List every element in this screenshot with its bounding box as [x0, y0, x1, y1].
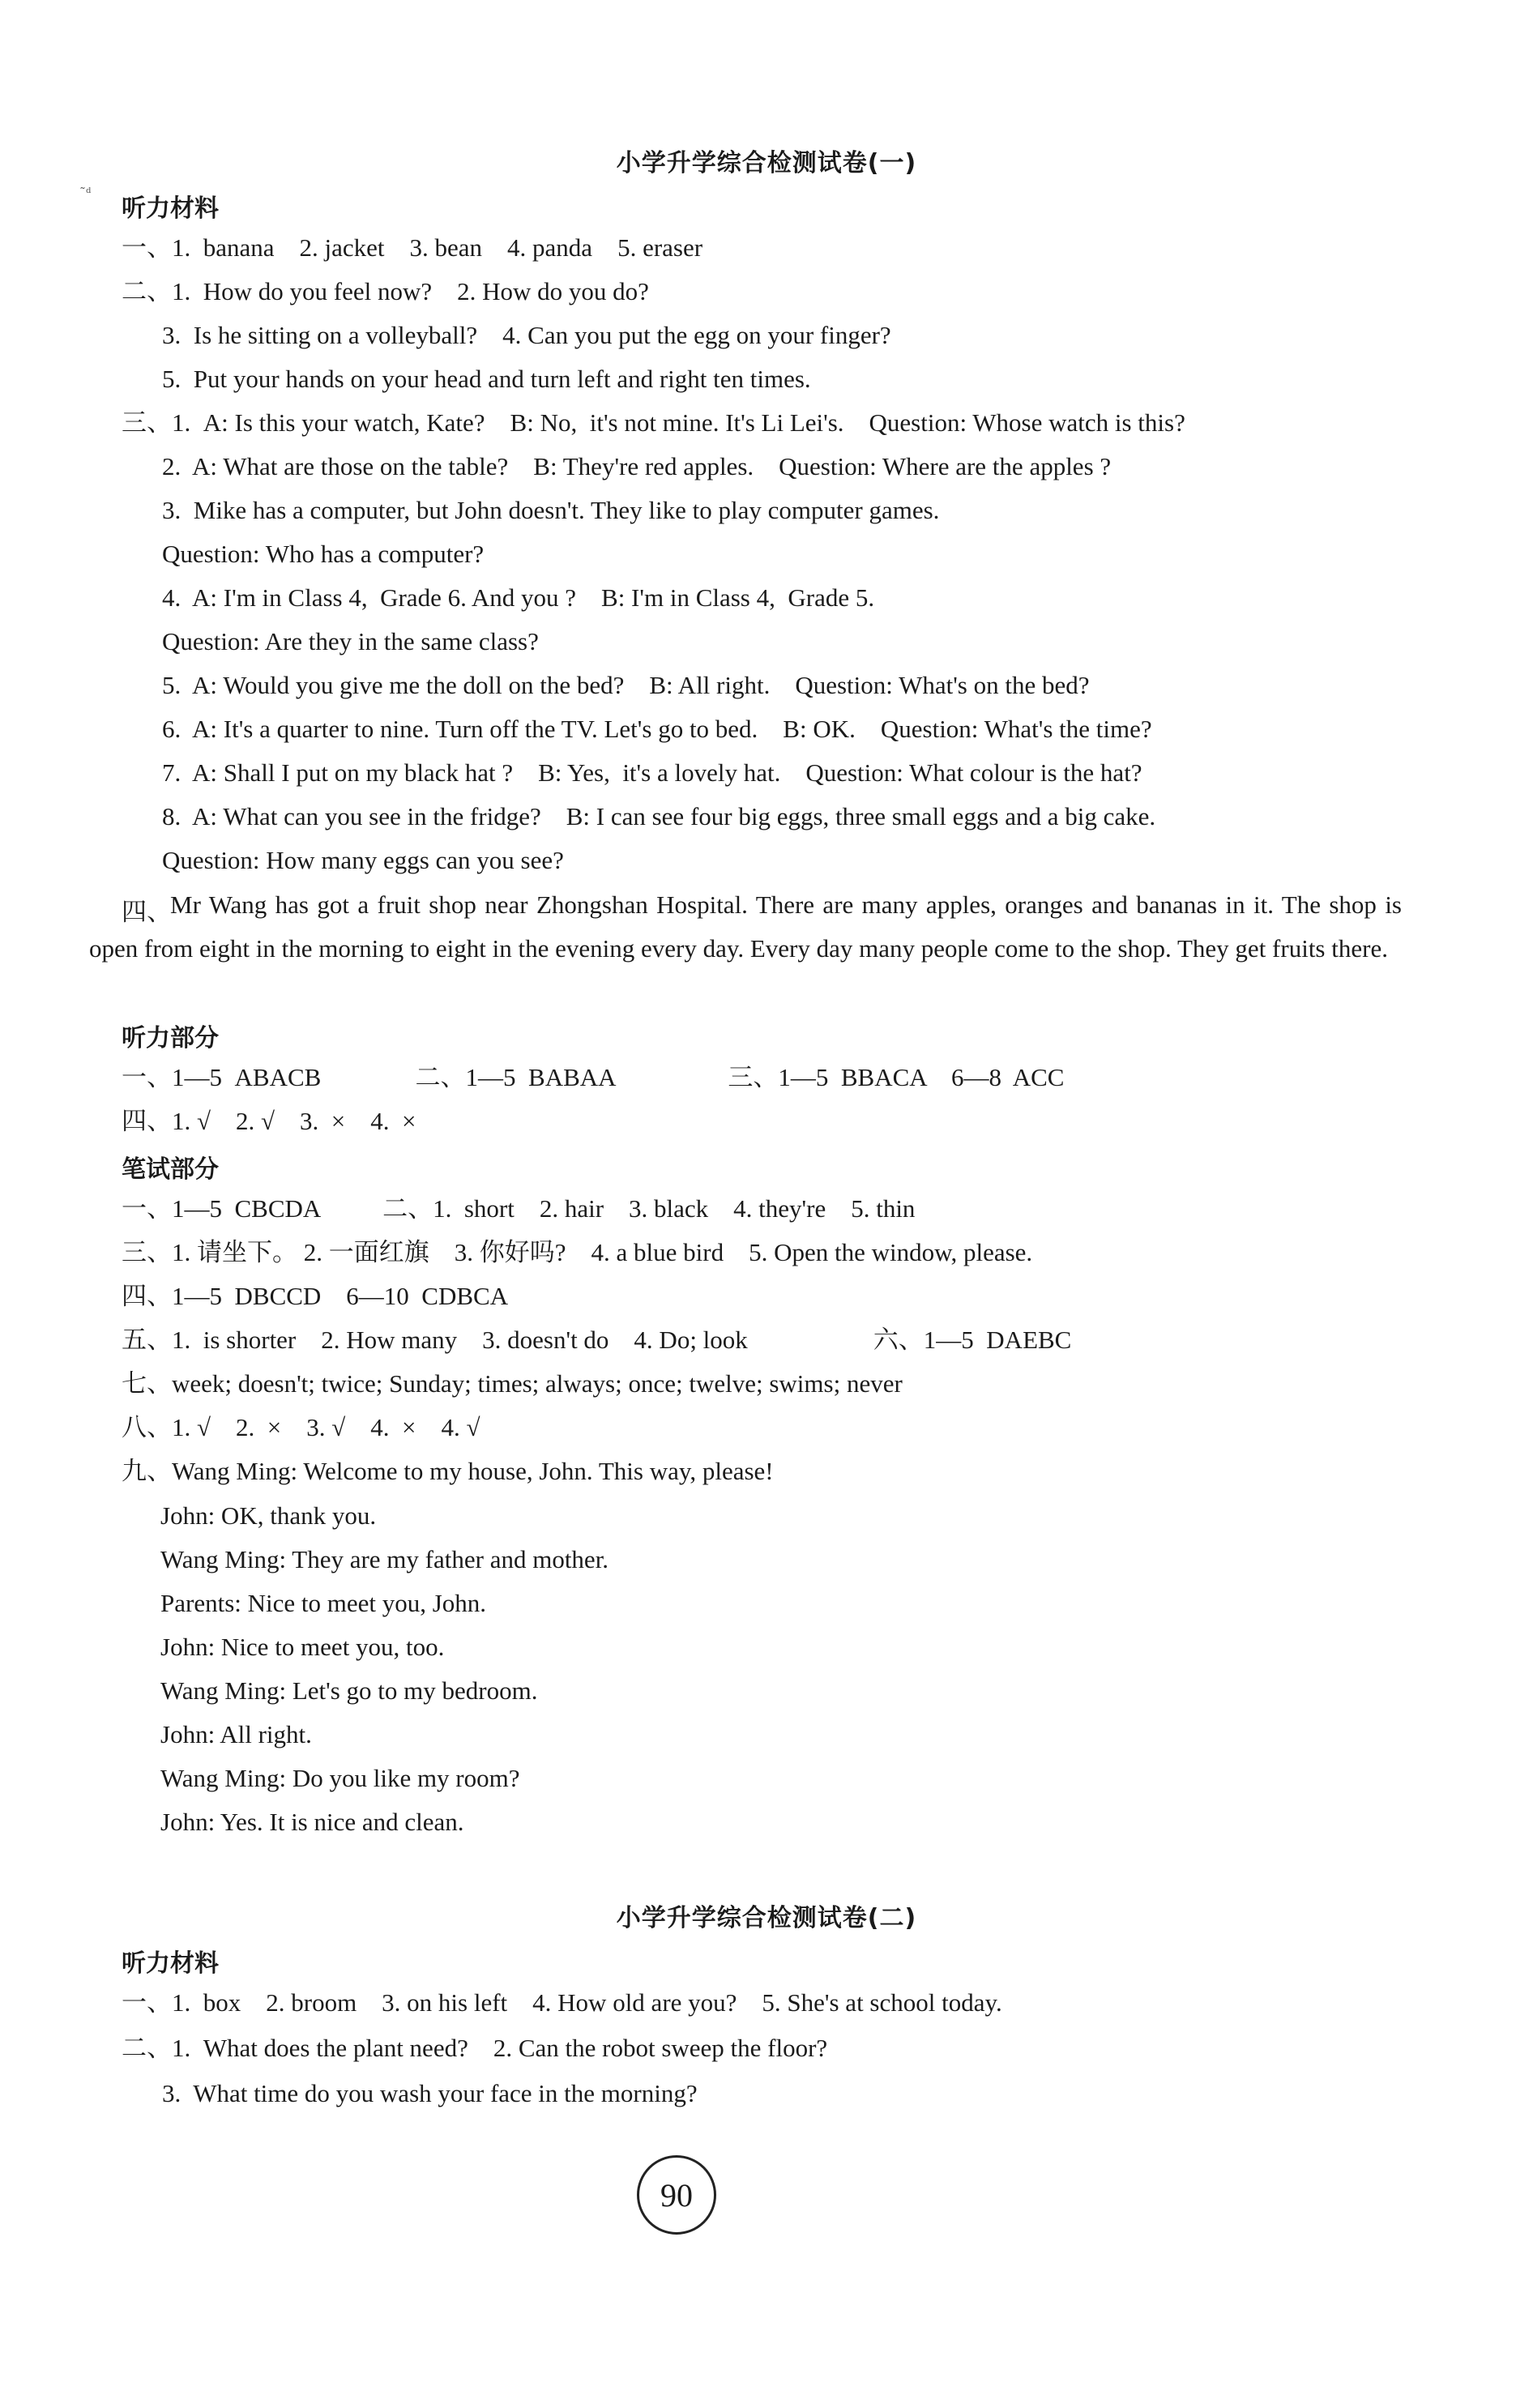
written-answer-5: 八、1. √ 2. × 3. √ 4. × 4. √ [122, 1413, 480, 1441]
written-answer-2: 四、1—5 DBCCD 6—10 CDBCA [122, 1282, 509, 1310]
t2-line-0: 一、1. box 2. broom 3. on his left 4. How old are you? 5. She's at school today. [122, 1988, 1002, 2017]
paragraph: Mr Wang has got a fruit shop near Zhongshan Hospital. There are many apples, oranges and bananas in it. The shop is open from eight in the morning to eight in the evening every day. Every day many people come to the shop. They get fruits there. [89, 890, 1402, 963]
test2-listening-material-heading: 听力材料 [122, 1949, 219, 1978]
t1-line-6: 3. Mike has a computer, but John doesn't. They like to play computer games. [162, 496, 940, 524]
listening-part-heading: 听力部分 [122, 1024, 219, 1052]
corner-mark: ˜ᵈ [79, 185, 92, 200]
t1-line-10: 5. A: Would you give me the doll on the bed? B: All right. Question: What's on the bed? [162, 671, 1090, 699]
dialog-line-5: John: All right. [160, 1720, 312, 1748]
written-answer-0: 一、1—5 CBCDA 二、1. short 2. hair 3. black 4. they're 5. thin [122, 1194, 916, 1223]
t1-line-11: 6. A: It's a quarter to nine. Turn off the TV. Let's go to bed. B: OK. Question: What's the time? [162, 715, 1152, 743]
t1-line-12: 7. A: Shall I put on my black hat ? B: Yes, it's a lovely hat. Question: What colour is the hat? [162, 758, 1142, 787]
dialog-line-1: Wang Ming: They are my father and mother. [160, 1545, 609, 1573]
t1-line-8: 4. A: I'm in Class 4, Grade 6. And you ? B: I'm in Class 4, Grade 5. [162, 583, 875, 612]
page-number: 90 [637, 2155, 716, 2235]
listening-answer-0: 一、1—5 ABACB 二、1—5 BABAA 三、1—5 BBACA 6—8 ACC [122, 1063, 1065, 1091]
dialog-line-3: John: Nice to meet you, too. [160, 1633, 445, 1661]
t1-line-1: 二、1. How do you feel now? 2. How do you do? [122, 277, 649, 305]
written-answer-1: 三、1. 请坐下。 2. 一面红旗 3. 你好吗? 4. a blue bird 5. Open the window, please. [122, 1238, 1033, 1266]
written-answer-3: 五、1. is shorter 2. How many 3. doesn't do 4. Do; look 六、1—5 DAEBC [122, 1326, 1072, 1354]
test1-title: 小学升学综合检测试卷(一) [616, 149, 917, 177]
t2-line-1: 二、1. What does the plant need? 2. Can the robot sweep the floor? [122, 2034, 828, 2062]
listening-answer-1: 四、1. √ 2. √ 3. × 4. × [122, 1107, 416, 1135]
dialog-line-7: John: Yes. It is nice and clean. [160, 1808, 464, 1836]
t1-line-2: 3. Is he sitting on a volleyball? 4. Can you put the egg on your finger? [162, 321, 891, 349]
t1-line-9: Question: Are they in the same class? [162, 627, 539, 655]
t1-line-5: 2. A: What are those on the table? B: They're red apples. Question: Where are the apples ? [162, 452, 1112, 480]
written-part-heading: 笔试部分 [122, 1155, 219, 1184]
test2-title: 小学升学综合检测试卷(二) [616, 1904, 917, 1932]
t1-line-4: 三、1. A: Is this your watch, Kate? B: No, it's not mine. It's Li Lei's. Question: Whose watch is this? [122, 408, 1185, 437]
t2-line-2: 3. What time do you wash your face in the morning? [162, 2079, 698, 2107]
dialog-line-0: John: OK, thank you. [160, 1501, 377, 1530]
dialog-line-2: Parents: Nice to meet you, John. [160, 1589, 487, 1617]
paragraph-label: 四、 [122, 898, 172, 926]
t1-line-14: Question: How many eggs can you see? [162, 846, 564, 874]
t1-line-0: 一、1. banana 2. jacket 3. bean 4. panda 5. eraser [122, 233, 703, 262]
listening-material-heading: 听力材料 [122, 194, 219, 223]
written-answer-6: 九、Wang Ming: Welcome to my house, John. This way, please! [122, 1457, 774, 1485]
t1-line-7: Question: Who has a computer? [162, 540, 485, 568]
t1-line-13: 8. A: What can you see in the fridge? B: I can see four big eggs, three small eggs and a big cake. [162, 802, 1156, 830]
written-answer-4: 七、week; doesn't; twice; Sunday; times; always; once; twelve; swims; never [122, 1369, 903, 1398]
dialog-line-4: Wang Ming: Let's go to my bedroom. [160, 1676, 538, 1705]
t1-line-3: 5. Put your hands on your head and turn left and right ten times. [162, 365, 811, 393]
dialog-line-6: Wang Ming: Do you like my room? [160, 1764, 520, 1792]
